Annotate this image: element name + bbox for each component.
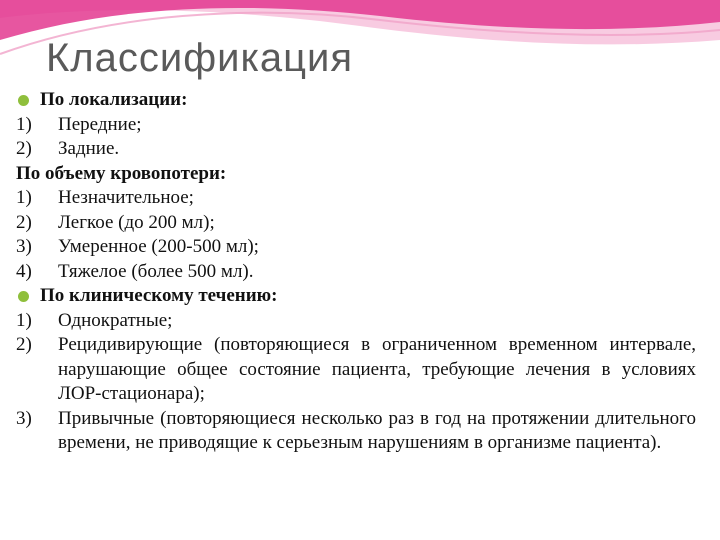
list-item [16, 113, 696, 138]
section-heading: По локализации: [40, 89, 188, 110]
item-number: 3) [16, 407, 32, 429]
item-number: 2) [16, 211, 32, 233]
item-text: Легкое (до 200 мл); [58, 211, 215, 233]
list-item [16, 211, 696, 236]
section-heading: По объему кровопотери: [16, 162, 227, 184]
item-text: Умеренное (200-500 мл); [58, 236, 259, 257]
item-text: Привычные (повторяющиеся несколько раз в год на протяжении длительного времени, не приводящие к серьезным нарушениям в организме пациента). [58, 407, 696, 453]
list-item [16, 186, 696, 211]
item-text: Рецидивирующие (повторяющиеся в ограниченном временном интервале, нарушающие общее состояние пациента, требующие лечения в условиях ЛОР-стационара); [58, 334, 696, 404]
item-number: 4) [16, 260, 32, 282]
item-number: 2) [16, 334, 32, 355]
slide-title: Классификация [46, 36, 354, 80]
item-text: Незначительное; [58, 187, 194, 208]
section-clinical [16, 284, 696, 309]
list-item [16, 333, 696, 407]
list-item [16, 235, 696, 260]
bullet-icon [18, 291, 29, 302]
list-item [16, 260, 696, 285]
section-heading: По клиническому течению: [40, 285, 278, 306]
item-text: Задние. [58, 138, 120, 159]
item-text: Однократные; [58, 309, 173, 331]
item-text: Тяжелое (более 500 мл). [58, 260, 254, 282]
list-item [16, 407, 696, 456]
item-number: 2) [16, 138, 32, 159]
section-blood-loss [16, 162, 696, 187]
item-number: 1) [16, 187, 32, 208]
list-item [16, 137, 696, 162]
section-localization [16, 88, 696, 113]
slide-content [16, 88, 696, 456]
item-text: Передние; [58, 113, 142, 135]
item-number: 1) [16, 309, 32, 331]
item-number: 3) [16, 236, 32, 257]
bullet-icon [18, 95, 29, 106]
item-number: 1) [16, 113, 32, 135]
list-item [16, 309, 696, 334]
